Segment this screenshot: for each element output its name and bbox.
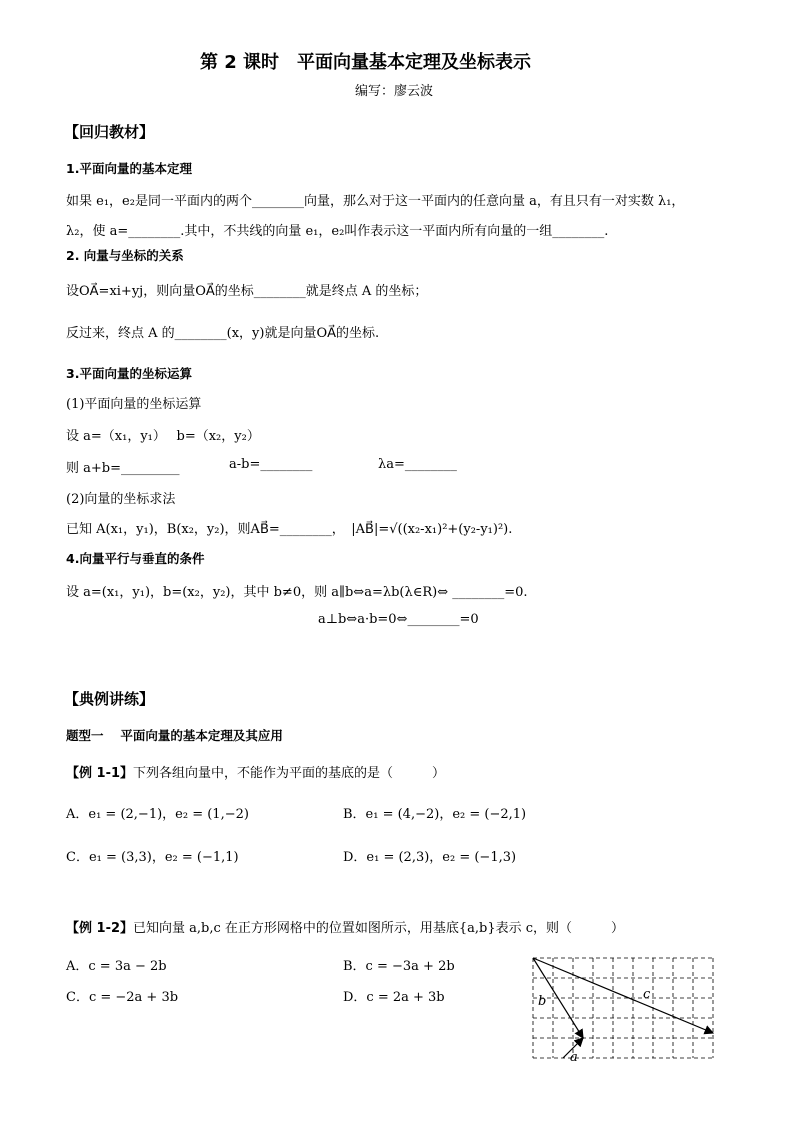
text-line: λa=________	[378, 457, 457, 472]
section-heading-examples: 【典例讲练】	[64, 690, 155, 708]
text-line: 则 a+b=_________	[66, 461, 180, 476]
subheading-basic-theorem: 1.平面向量的基本定理	[66, 161, 192, 176]
text-line: 反过来，终点 A 的________(x，y)就是向量OA⃗的坐标.	[66, 326, 380, 341]
example-stem: 下列各组向量中，不能作为平面的基底的是（ ）	[133, 766, 446, 781]
subheading-vector-coordinates: 2. 向量与坐标的关系	[66, 248, 184, 263]
text-line: 已知 A(x₁，y₁)，B(x₂，y₂)，则AB⃗=________， |AB⃗|=√((x₂-x₁)²+(y₂-y₁)²).	[66, 522, 513, 537]
text-line: a-b=________	[229, 457, 313, 472]
label-c: c	[643, 987, 651, 1002]
section-heading-review: 【回归教材】	[64, 123, 155, 141]
example-label: 【例 1-1】	[66, 766, 134, 781]
label-a: a	[570, 1050, 578, 1063]
text-line: 设 a=（x₁，y₁） b=（x₂，y₂）	[66, 429, 260, 444]
option-c: C．c = −2a + 3b	[66, 990, 179, 1005]
option-d: D．e₁ = (2,3)，e₂ = (−1,3)	[343, 850, 517, 865]
example-stem: 已知向量 a,b,c 在正方形网格中的位置如图所示，用基底{a,b}表示 c，则（ ）	[133, 921, 625, 936]
option-b: B．e₁ = (4,−2)，e₂ = (−2,1)	[343, 807, 527, 822]
option-d: D．c = 2a + 3b	[343, 990, 445, 1005]
subheading-coordinate-ops: 3.平面向量的坐标运算	[66, 366, 192, 381]
text-line: (1)平面向量的坐标运算	[66, 397, 202, 412]
text-line: 设OA⃗=xi+yj，则向量OA⃗的坐标________就是终点 A 的坐标；	[66, 284, 428, 299]
grid-lines	[533, 958, 713, 1058]
option-a: A．e₁ = (2,−1)，e₂ = (1,−2)	[66, 807, 249, 822]
option-b: B．c = −3a + 2b	[343, 959, 455, 974]
example-label: 【例 1-2】	[66, 921, 134, 936]
text-line: 如果 e₁，e₂是同一平面内的两个________向量，那么对于这一平面内的任意向量 a，有且只有一对实数 λ₁，	[66, 194, 685, 209]
page-title: 第 2 课时 平面向量基本定理及坐标表示	[200, 52, 532, 73]
text-line: 设 a=(x₁，y₁)，b=(x₂，y₂)，其中 b≠0，则 a∥b⇔a=λb(λ∈R)⇔ ________=0.	[66, 585, 528, 600]
example-1-2	[66, 917, 624, 936]
label-b: b	[538, 994, 547, 1009]
grid-svg	[528, 953, 718, 1063]
author-line: 编写：廖云波	[355, 84, 434, 99]
vector-grid-figure	[528, 953, 718, 1067]
option-a: A．c = 3a − 2b	[66, 959, 167, 974]
question-type-heading: 题型一 平面向量的基本定理及其应用	[66, 728, 283, 743]
text-line: a⊥b⇔a·b=0⇔________=0	[318, 612, 479, 627]
example-1-1	[66, 762, 445, 781]
vector-c	[533, 958, 713, 1033]
subheading-parallel-perpendicular: 4.向量平行与垂直的条件	[66, 551, 205, 566]
text-line: (2)向量的坐标求法	[66, 492, 176, 507]
text-line: λ₂，使 a=________.其中，不共线的向量 e₁，e₂叫作表示这一平面内所有向量的一组________.	[66, 224, 609, 239]
option-c: C．e₁ = (3,3)，e₂ = (−1,1)	[66, 850, 239, 865]
